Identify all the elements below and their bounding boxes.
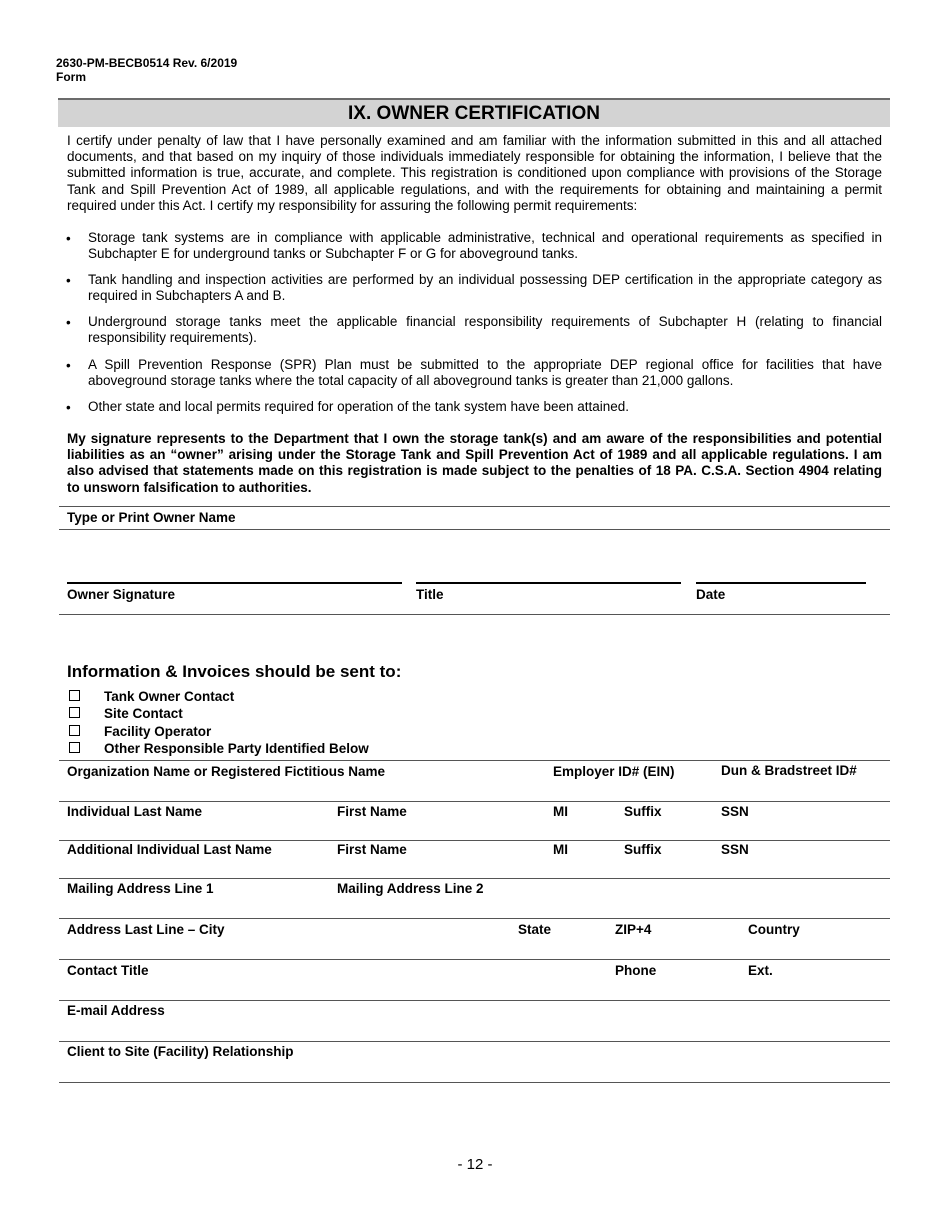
state-label: State — [518, 922, 552, 937]
email-field[interactable] — [59, 1041, 890, 1042]
email-label: E-mail Address — [67, 1003, 165, 1018]
date-label: Date — [696, 587, 726, 602]
section-title: IX. OWNER CERTIFICATION — [58, 98, 890, 127]
form-id: 2630-PM-BECB0514 Rev. 6/2019 — [56, 56, 238, 70]
contact-title-label: Contact Title — [67, 963, 149, 978]
signature-statement: My signature represents to the Department that I own the storage tank(s) and am aware of the responsibilities and potential liabilities as an “owner” arising under the Storage Tank and Spill Prevention Act of 1989 and all applicable regulations. I am also advised that statements made on this registration is made subject to the penalties of 18 PA. C.S.A. Section 4904 relating to unsworn falsification to authorities. — [67, 431, 882, 495]
form-label: Form — [56, 70, 86, 84]
mi-label: MI — [553, 804, 568, 819]
country-label: Country — [748, 922, 800, 937]
mailing-address-1-label: Mailing Address Line 1 — [67, 881, 214, 896]
org-name-field[interactable] — [59, 801, 890, 802]
facility-operator-label: Facility Operator — [104, 724, 212, 739]
additional-ssn-label: SSN — [721, 842, 749, 857]
mailing-address-field[interactable] — [59, 918, 890, 919]
bullet-icon: • — [66, 273, 71, 288]
employer-id-label: Employer ID# (EIN) — [553, 764, 675, 779]
requirement-item: Other state and local permits required for operation of the tank system have been attained. — [88, 399, 630, 414]
city-state-zip-field[interactable] — [59, 959, 890, 960]
site-contact-checkbox[interactable] — [69, 707, 80, 718]
suffix-label: Suffix — [624, 804, 662, 819]
facility-operator-checkbox[interactable] — [69, 725, 80, 736]
mailing-address-2-label: Mailing Address Line 2 — [337, 881, 484, 896]
duns-label: Dun & Bradstreet ID# — [721, 763, 857, 778]
first-name-label: First Name — [337, 804, 407, 819]
requirement-item: Underground storage tanks meet the applicable financial responsibility requirements of Subchapter H (relating to financial responsibility requirements). — [88, 314, 882, 346]
other-party-checkbox[interactable] — [69, 742, 80, 753]
individual-field[interactable] — [59, 840, 890, 841]
additional-mi-label: MI — [553, 842, 568, 857]
additional-individual-field[interactable] — [59, 878, 890, 879]
zip-label: ZIP+4 — [615, 922, 652, 937]
requirement-item: A Spill Prevention Response (SPR) Plan must be submitted to the appropriate DEP regional office for facilities that have aboveground storage tanks where the total capacity of all aboveground tanks is greater than 21,000 gallons. — [88, 357, 882, 389]
certification-intro: I certify under penalty of law that I have personally examined and am familiar with the information submitted in this and all attached documents, and that based on my inquiry of those individuals immediately responsible for obtaining the information, I believe that the submitted information is true, accurate, and complete. This registration is conditioned upon compliance with provisions of the Storage Tank and Spill Prevention Act of 1989, all applicable regulations, and with the requirements for obtaining and maintaining a permit required under this Act. I certify my responsibility for assuring the following permit requirements: — [67, 133, 882, 213]
additional-last-name-label: Additional Individual Last Name — [67, 842, 272, 857]
divider — [59, 760, 890, 761]
divider — [59, 614, 890, 615]
other-party-label: Other Responsible Party Identified Below — [104, 741, 369, 756]
date-field[interactable] — [696, 582, 866, 584]
city-label: Address Last Line – City — [67, 922, 225, 937]
ext-label: Ext. — [748, 963, 773, 978]
ssn-label: SSN — [721, 804, 749, 819]
additional-suffix-label: Suffix — [624, 842, 662, 857]
invoices-heading: Information & Invoices should be sent to: — [67, 662, 402, 681]
site-contact-label: Site Contact — [104, 706, 183, 721]
additional-first-name-label: First Name — [337, 842, 407, 857]
divider — [59, 506, 890, 507]
tank-owner-contact-checkbox[interactable] — [69, 690, 80, 701]
title-field[interactable] — [416, 582, 681, 584]
page-number: - 12 - — [457, 1156, 493, 1173]
tank-owner-contact-label: Tank Owner Contact — [104, 689, 235, 704]
bullet-icon: • — [66, 358, 71, 373]
phone-label: Phone — [615, 963, 657, 978]
bullet-icon: • — [66, 315, 71, 330]
bullet-icon: • — [66, 400, 71, 415]
last-name-label: Individual Last Name — [67, 804, 203, 819]
org-name-label: Organization Name or Registered Fictitious Name — [67, 764, 386, 779]
relationship-label: Client to Site (Facility) Relationship — [67, 1044, 294, 1059]
owner-name-field[interactable] — [59, 529, 890, 530]
requirement-item: Tank handling and inspection activities are performed by an individual possessing DEP certification in the appropriate category as required in Subchapters A and B. — [88, 272, 882, 304]
title-label: Title — [416, 587, 444, 602]
contact-title-field[interactable] — [59, 1000, 890, 1001]
requirement-item: Storage tank systems are in compliance with applicable administrative, technical and operational requirements as specified in Subchapter E for underground tanks or Subchapter F or G for aboveground tanks. — [88, 230, 882, 262]
owner-name-label: Type or Print Owner Name — [67, 510, 236, 525]
owner-signature-label: Owner Signature — [67, 587, 176, 602]
bullet-icon: • — [66, 231, 71, 246]
owner-signature-field[interactable] — [67, 582, 402, 584]
relationship-field[interactable] — [59, 1082, 890, 1083]
